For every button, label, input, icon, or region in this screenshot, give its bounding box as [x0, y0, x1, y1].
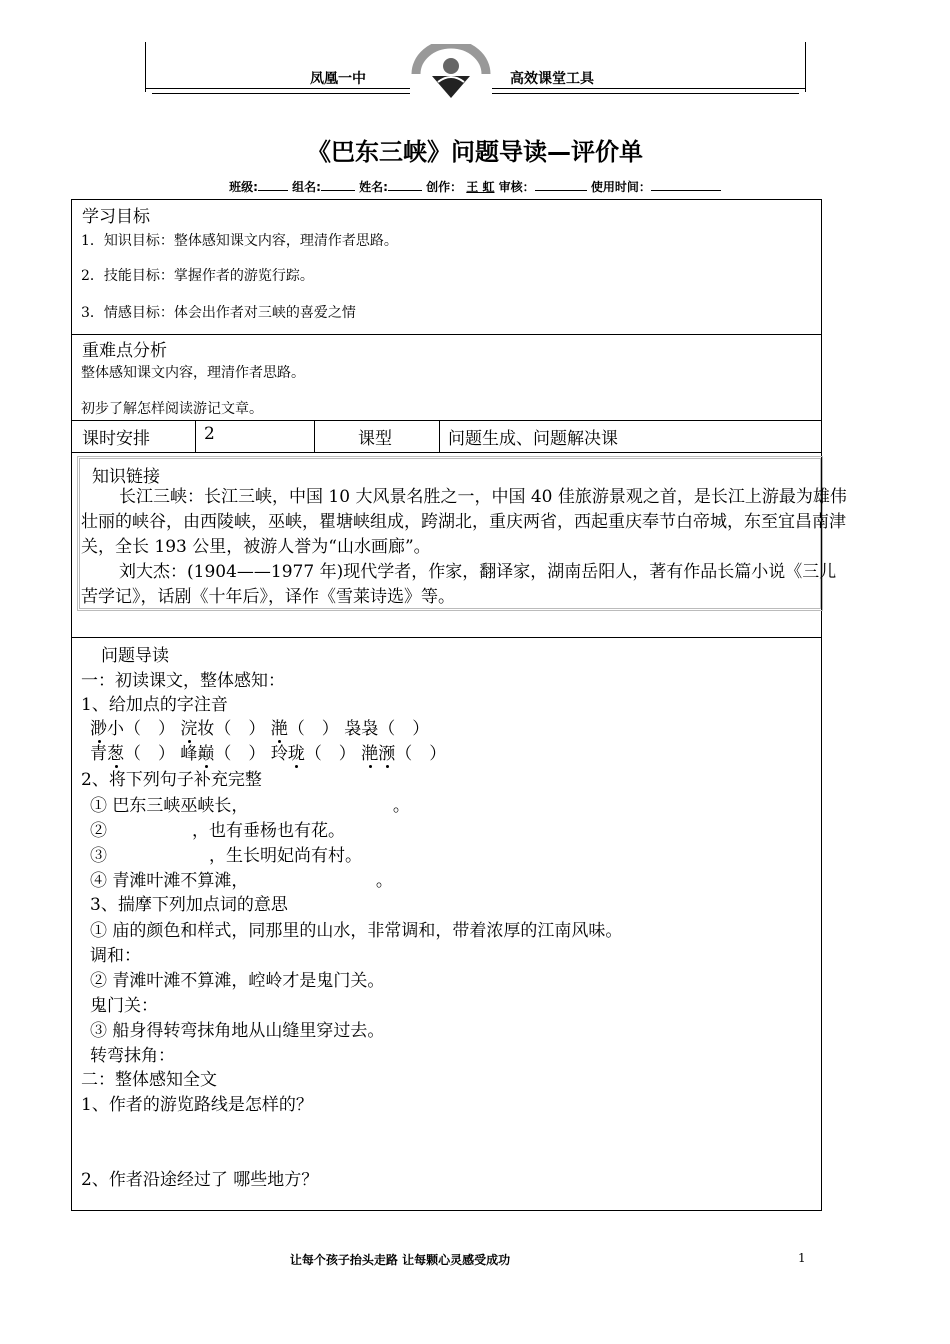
group-blank[interactable]	[321, 178, 355, 191]
header-right-bar	[805, 42, 806, 92]
goal-item: 3．情感目标：体会出作者对三峡的喜爱之情	[81, 305, 356, 321]
knowledge-heading: 知识链接	[92, 467, 160, 487]
goal-item: 2．技能目标：掌握作者的游览行踪。	[81, 268, 314, 284]
knowledge-para-1-text: 长江三峡：长江三峡，中国 10 大风景名胜之一，中国 40 佳旅游景观之首，是长江上游最为雄伟壮丽的峡谷，由西陵峡，巫峡，瞿塘峡组成，跨湖北，重庆两省，西起重庆奉节白帝城，东至宜昌南津关，全长 193 公里，被游人誉为“山水画廊”。	[81, 487, 847, 557]
pinyin-item: 袅袅（ ）	[344, 719, 430, 739]
meta-line	[0, 178, 950, 195]
keypoints-heading: 重难点分析	[82, 341, 167, 361]
keypoint-item: 整体感知课文内容，理清作者思路。	[81, 365, 305, 381]
row-divider-goals	[71, 334, 822, 335]
header-left-bar	[145, 42, 146, 92]
part2-question-2: 2、作者沿途经过了 哪些地方？	[81, 1170, 319, 1190]
page-number: 1	[798, 1251, 806, 1265]
type-label: 课型	[358, 429, 392, 449]
fill-blank-item: ④ 青滩叶滩不算滩， 。	[90, 871, 393, 891]
school-logo-icon	[408, 44, 494, 100]
header-tool: 高效课堂工具	[510, 71, 594, 87]
knowledge-para-1	[81, 485, 851, 560]
header-school: 凤凰一中	[310, 71, 366, 87]
pinyin-row-2	[90, 739, 446, 764]
part1-heading: 一：初读课文，整体感知：	[81, 671, 285, 691]
part2-question-1: 1、作者的游览路线是怎样的？	[81, 1095, 313, 1115]
footer-slogan: 让每个孩子抬头走路 让每颗心灵感受成功	[289, 1253, 511, 1267]
question-1: 1、给加点的字注音	[81, 695, 228, 715]
hours-label: 课时安排	[82, 429, 150, 449]
word-meaning-answer: 调和：	[90, 946, 141, 966]
pinyin-item: 玲珑（ ）	[271, 744, 356, 764]
pinyin-item: 峰巅（ ）	[180, 744, 265, 764]
pinyin-item: 浣妆（ ）	[180, 719, 265, 739]
word-meaning-item: ③ 船身得转弯抹角地从山缝里穿过去。	[90, 1021, 385, 1041]
word-meaning-answer: 转弯抹角：	[90, 1046, 175, 1066]
row-divider-keypoints	[71, 420, 822, 421]
fill-blank-item: ① 巴东三峡巫峡长， 。	[90, 796, 410, 816]
col-divider-3	[439, 420, 440, 453]
page-title: 《巴东三峡》问题导读—评价单	[307, 138, 643, 166]
review-blank[interactable]	[535, 178, 587, 191]
word-meaning-item: ① 庙的颜色和样式，同那里的山水，非常调和，带着浓厚的江南风味。	[90, 921, 623, 941]
hours-value: 2	[204, 424, 215, 444]
header-rule-left	[145, 88, 410, 89]
header-rule-right	[492, 88, 806, 89]
header-rule-left-2	[152, 93, 410, 94]
name-blank[interactable]	[388, 178, 422, 191]
pinyin-item: 渺小（ ）	[90, 719, 175, 739]
review-label: 审核：	[498, 180, 535, 194]
questions-heading: 问题导读	[101, 646, 169, 666]
class-blank[interactable]	[258, 178, 288, 191]
group-label: 组名:	[292, 180, 321, 194]
class-label: 班级:	[229, 180, 258, 194]
time-label: 使用时间：	[590, 180, 651, 194]
pinyin-item: 滟滪（ ）	[361, 744, 446, 764]
fill-blank-item: ② ，也有垂杨也有花。	[90, 821, 345, 841]
question-3: 3、揣摩下列加点词的意思	[90, 895, 288, 915]
row-divider-schedule	[71, 452, 822, 453]
knowledge-para-2	[81, 560, 851, 610]
goals-heading: 学习目标	[82, 207, 150, 227]
word-meaning-answer: 鬼门关：	[90, 996, 158, 1016]
pinyin-item: 滟（ ）	[271, 719, 339, 739]
goal-item: 1．知识目标：整体感知课文内容，理清作者思路。	[81, 233, 398, 249]
author-value: 王 虹	[466, 180, 495, 194]
row-divider-knowledge	[71, 637, 822, 638]
fill-blank-item: ③ ，生长明妃尚有村。	[90, 846, 362, 866]
knowledge-para-2-text: 刘大杰：(1904——1977 年)现代学者，作家，翻译家，湖南岳阳人，著有作品长篇小说《三儿苦学记》，话剧《十年后》，译作《雪莱诗选》等。	[81, 562, 837, 607]
col-divider-2	[314, 420, 315, 453]
type-value: 问题生成、问题解决课	[448, 429, 618, 449]
col-divider-1	[195, 420, 196, 453]
question-2: 2、将下列句子补充完整	[81, 770, 262, 790]
pinyin-item: 青葱（ ）	[90, 744, 175, 764]
pinyin-row-1	[90, 714, 429, 739]
name-label: 姓名:	[359, 180, 388, 194]
author-label: 创作：	[426, 180, 463, 194]
word-meaning-item: ② 青滩叶滩不算滩，崆岭才是鬼门关。	[90, 971, 385, 991]
time-blank[interactable]	[651, 178, 721, 191]
part2-heading: 二：整体感知全文	[81, 1070, 217, 1090]
header-rule-right-2	[492, 93, 799, 94]
keypoint-item: 初步了解怎样阅读游记文章。	[81, 401, 263, 417]
